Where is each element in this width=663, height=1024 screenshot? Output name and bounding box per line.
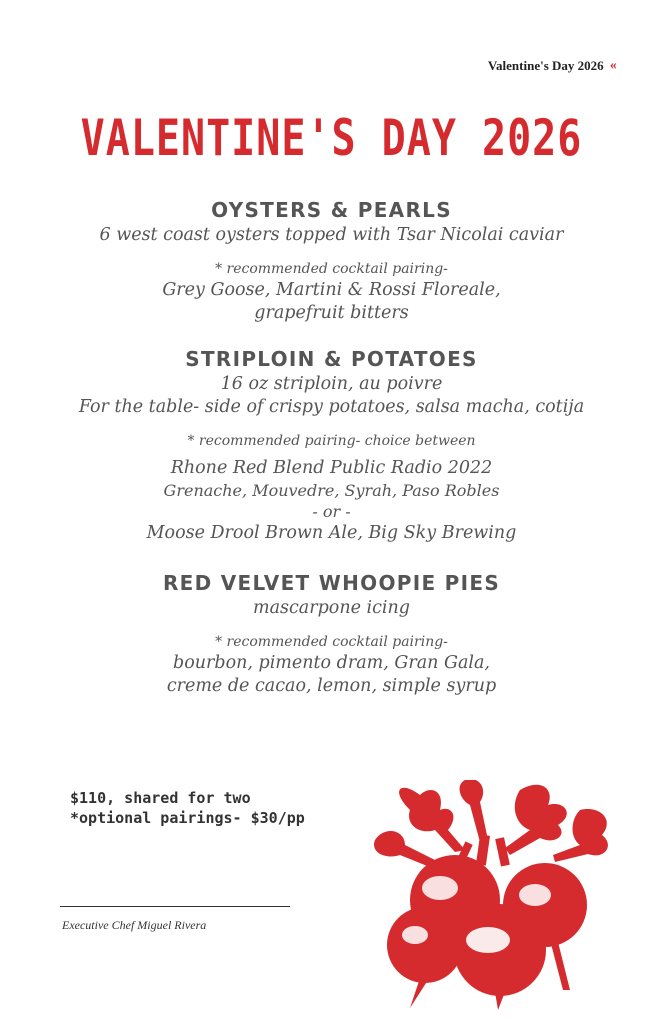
beer-pairing: Moose Drool Brown Ale, Big Sky Brewing (146, 523, 517, 543)
wine-detail: Grenache, Mouvedre, Syrah, Paso Robles (163, 481, 500, 500)
wine-pairing: Rhone Red Blend Public Radio 2022 (170, 458, 493, 478)
page-title: VALENTINE'S DAY 2026 (80, 110, 583, 168)
pairing-label: * recommended pairing- choice between (187, 433, 476, 449)
course-description: 16 oz striploin, au poivre (220, 374, 443, 394)
course-description: For the table- side of crispy potatoes, salsa macha, cotija (78, 397, 585, 417)
course-description: mascarpone icing (252, 598, 410, 618)
menu-content (0, 196, 663, 698)
beets-illustration (370, 780, 622, 1010)
header-tag (488, 58, 615, 74)
price-block (70, 788, 305, 828)
course-description: 6 west coast oysters topped with Tsar Nicolai caviar (99, 225, 564, 245)
pairing-label: * recommended cocktail pairing- (215, 261, 448, 277)
course-title-striploin: STRIPLOIN & POTATOES (185, 347, 478, 371)
pairing-label: * recommended cocktail pairing- (215, 634, 448, 650)
pairing-line: Grey Goose, Martini & Rossi Floreale, (162, 280, 501, 300)
pairing-line: creme de cacao, lemon, simple syrup (166, 676, 497, 696)
header-tag-text: Valentine's Day 2026 (487, 58, 604, 73)
course-title-oysters: OYSTERS & PEARLS (211, 198, 452, 222)
or-separator: - or - (312, 502, 351, 521)
course-title-whoopie-pies: RED VELVET WHOOPIE PIES (162, 571, 501, 595)
price-line: $110, shared for two (70, 789, 251, 807)
double-chevron-left-icon: ‹‹ (609, 58, 615, 73)
pairing-line: grapefruit bitters (254, 303, 409, 323)
signature-line (60, 906, 290, 907)
optional-pairings-price: *optional pairings- $30/pp (70, 809, 305, 827)
pairing-line: bourbon, pimento dram, Gran Gala, (173, 653, 490, 673)
chef-signature: Executive Chef Miguel Rivera (62, 918, 207, 932)
